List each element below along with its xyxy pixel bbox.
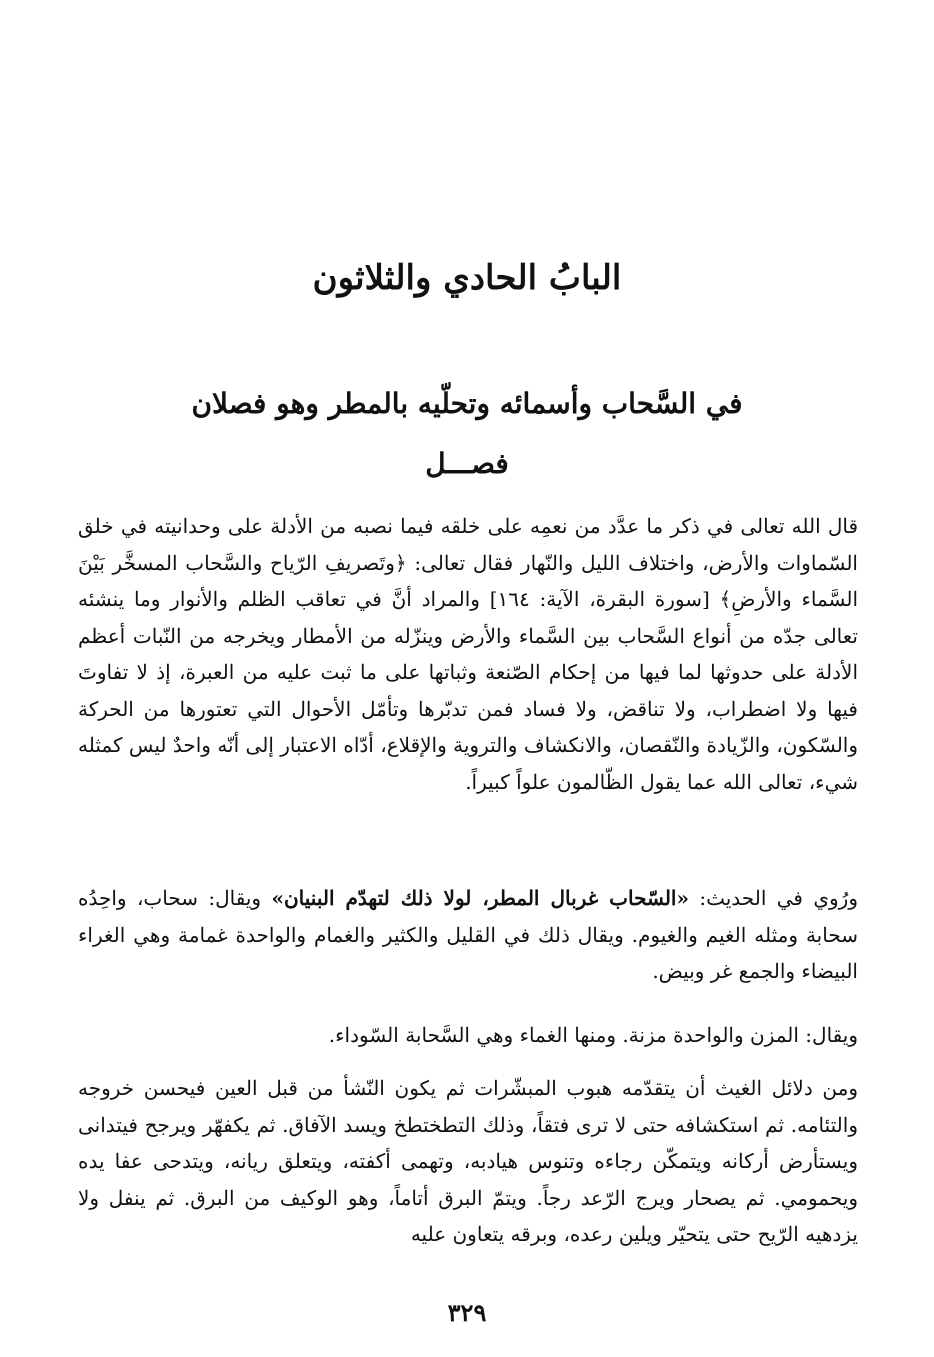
paragraph-3: ويقال: المزن والواحدة مزنة. ومنها الغماء وهي السَّحابة السّوداء. bbox=[328, 1023, 858, 1047]
chapter-title: البابُ الحادي والثلاثون bbox=[312, 258, 622, 298]
paragraph-4: ومن دلائل الغيث أن يتقدّمه هبوب المبشّرات ثم يكون النّشأ من قبل العين فيحسن خروجه والتئامه. ثم استكشافه حتى لا ترى فتقاً، وذلك التطختطخ ويسد الآفاق. ثم يكفهّر ويرجح فيتدانى ويستأرض أركانه ويتمكّن رجاءه وتنوس هيادبه، وتهمى أكفته، ويتعلق ريانه، ويتدحى عفا يده ويحمومي. ثم يصحار ويرج الرّعد رجاً. ويتمّ البرق أتاماً، وهو الوكيف من البرق. ثم ينفل ولا يزدهيه الرّيح حتى يتحيّر ويلين رعده، وبرقه يتعاون عليه bbox=[78, 1076, 858, 1246]
hadith-quote: «السّحاب غربال المطر، لولا ذلك لتهدّم البنيان» bbox=[271, 886, 689, 910]
paragraph-2-rest: ويقال: سحاب، واحِدُه سحابة ومثله الغيم والغيوم. ويقال ذلك في القليل والكثير والغمام والواحدة غمامة وهي الغراء البيضاء والجمع غر وبيض. bbox=[78, 886, 858, 983]
page-number: ٣٢٩ bbox=[447, 1298, 487, 1327]
paragraph-1: قال الله تعالى في ذكر ما عدَّد من نعمِه على خلقه فيما نصبه من الأدلة على وحدانيته في خلق السّماوات والأرض، واختلاف الليل والنّهار فقال تعالى: ﴿وتَصريفِ الرّياح والسَّحاب المسخَّر بَيْنَ السَّماء والأرضِ﴾ [سورة البقرة، الآية: ١٦٤] والمراد أنَّ في تعاقب الظلم والأنوار وما ينشئه تعالى جدّه من أنواع السَّحاب بين السَّماء والأرض وينزّله من الأمطار ويخرجه من النّبات أعظم الأدلة على حدوثها لما فيها من إحكام الصّنعة وثباتها على ما ثبت عليه من العبرة، إذ لا تفاوتَ فيها ولا اضطراب، ولا تناقض، ولا فساد فمن تدبّرها وتأمّل الأحوال التي تعتورها من الحركة والسّكون، والزّيادة والنّقصان، والانكشاف والتروية والإقلاع، أدّاه الاعتبار إلى أنّه واحدٌ ليس كمثله شيء، تعالى الله عما يقول الظّالمون علواً كبيراً. bbox=[78, 514, 858, 794]
paragraph-2 bbox=[78, 880, 898, 990]
fasl-heading: فصـــل bbox=[425, 447, 509, 480]
paragraph-2-intro: ورُوي في الحديث: bbox=[688, 886, 858, 910]
section-title: في السَّحاب وأسمائه وتحلّيه بالمطر وهو فصلان bbox=[191, 387, 743, 420]
